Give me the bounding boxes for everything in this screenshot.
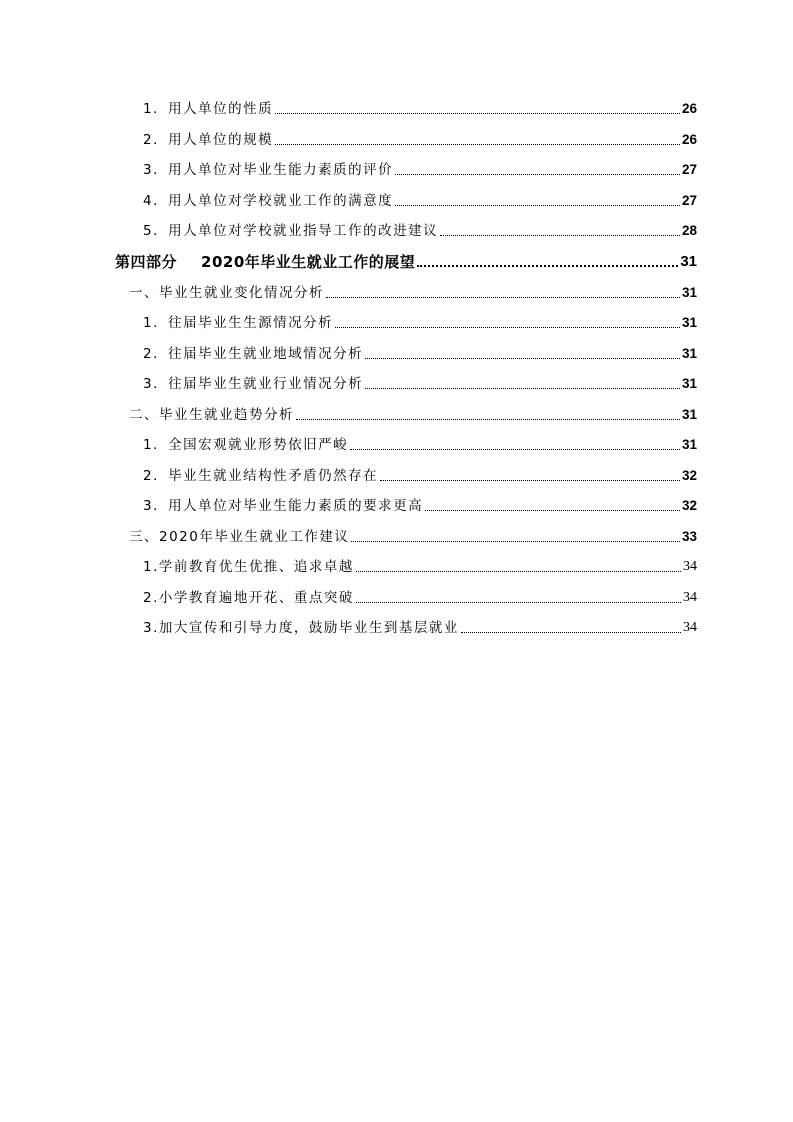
toc-entry-title: 5．用人单位对学校就业指导工作的改进建议 (143, 223, 439, 239)
toc-entry-title: 1．全国宏观就业形势依旧严峻 (143, 437, 349, 453)
toc-entry-title: 2．毕业生就业结构性矛盾仍然存在 (143, 468, 379, 484)
toc-entry-page: 26 (681, 132, 697, 147)
toc-part-entry[interactable] (115, 249, 697, 271)
toc-entry[interactable] (143, 218, 697, 240)
toc-entry-page: 31 (680, 253, 697, 270)
toc-leader-dots (335, 327, 680, 328)
toc-entry-page: 26 (681, 101, 697, 116)
toc-entry-title: 2.小学教育遍地开花、重点突破 (143, 590, 354, 606)
toc-leader-dots (350, 449, 680, 450)
toc-leader-dots (351, 541, 680, 542)
toc-entry[interactable] (143, 310, 697, 332)
toc-entry[interactable] (143, 615, 697, 637)
toc-entry-page: 27 (681, 162, 697, 177)
toc-entry-title: 3．往届毕业生就业行业情况分析 (143, 376, 364, 392)
toc-entry[interactable] (143, 371, 697, 393)
toc-entry-title: 2．往届毕业生就业地域情况分析 (143, 346, 364, 362)
toc-part-heading: 2020年毕业生就业工作的展望 (201, 253, 416, 271)
toc-entry-title: 4．用人单位对学校就业工作的满意度 (143, 193, 394, 209)
toc-entry-page: 34 (683, 559, 697, 574)
toc-entry[interactable] (129, 524, 697, 546)
toc-leader-dots (380, 480, 680, 481)
toc-entry-title: 三、2020年毕业生就业工作建议 (129, 529, 350, 545)
toc-entry-title: 1．用人单位的性质 (143, 101, 274, 117)
toc-entry[interactable] (143, 96, 697, 118)
toc-leader-dots (326, 297, 680, 298)
toc-entry[interactable] (143, 493, 697, 515)
toc-leader-dots (356, 602, 681, 603)
toc-leader-dots (365, 358, 680, 359)
toc-part-title (115, 253, 415, 271)
toc-leader-dots (356, 571, 681, 572)
toc-leader-dots (461, 632, 681, 633)
toc-entry-title: 3.加大宣传和引导力度，鼓励毕业生到基层就业 (143, 620, 459, 636)
toc-leader-dots (296, 419, 680, 420)
toc-entry-page: 31 (681, 437, 697, 452)
toc-entry[interactable] (143, 127, 697, 149)
toc-entry[interactable] (143, 432, 697, 454)
toc-entry-page: 34 (683, 620, 697, 635)
toc-entry-title: 二、毕业生就业趋势分析 (129, 407, 294, 423)
toc-entry-page: 28 (681, 223, 697, 238)
toc-entry[interactable] (143, 341, 697, 363)
toc-entry[interactable] (143, 463, 697, 485)
toc-entry-page: 31 (681, 315, 697, 330)
toc-leader-dots (440, 235, 680, 236)
toc-entry-title: 一、毕业生就业变化情况分析 (129, 285, 324, 301)
toc-entry[interactable] (129, 402, 697, 424)
toc-entry-page: 31 (681, 407, 697, 422)
toc-leader-dots (365, 388, 680, 389)
toc-leader-dots (417, 265, 678, 267)
toc-entry-page: 31 (681, 346, 697, 361)
toc-entry-page: 27 (681, 193, 697, 208)
toc-leader-dots (395, 205, 680, 206)
toc-entry-title: 2．用人单位的规模 (143, 132, 274, 148)
toc-leader-dots (275, 144, 680, 145)
toc-entry[interactable] (143, 157, 697, 179)
toc-entry-page: 32 (681, 498, 697, 513)
toc-leader-dots (425, 510, 680, 511)
toc-entry-title: 1.学前教育优生优推、追求卓越 (143, 559, 354, 575)
toc-entry[interactable] (143, 554, 697, 576)
toc-entry[interactable] (129, 280, 697, 302)
toc-part-label: 第四部分 (115, 253, 178, 271)
toc-entry-page: 31 (681, 376, 697, 391)
toc-entry-title: 1．往届毕业生生源情况分析 (143, 315, 334, 331)
toc-entry-title: 3．用人单位对毕业生能力素质的评价 (143, 162, 394, 178)
toc-entry-title: 3．用人单位对毕业生能力素质的要求更高 (143, 498, 424, 514)
toc-leader-dots (275, 113, 680, 114)
toc-entry[interactable] (143, 188, 697, 210)
toc-entry[interactable] (143, 585, 697, 607)
toc-entry-page: 31 (681, 285, 697, 300)
toc-entry-page: 34 (683, 590, 697, 605)
toc-leader-dots (395, 174, 680, 175)
toc-entry-page: 33 (681, 529, 697, 544)
toc-entry-page: 32 (681, 468, 697, 483)
